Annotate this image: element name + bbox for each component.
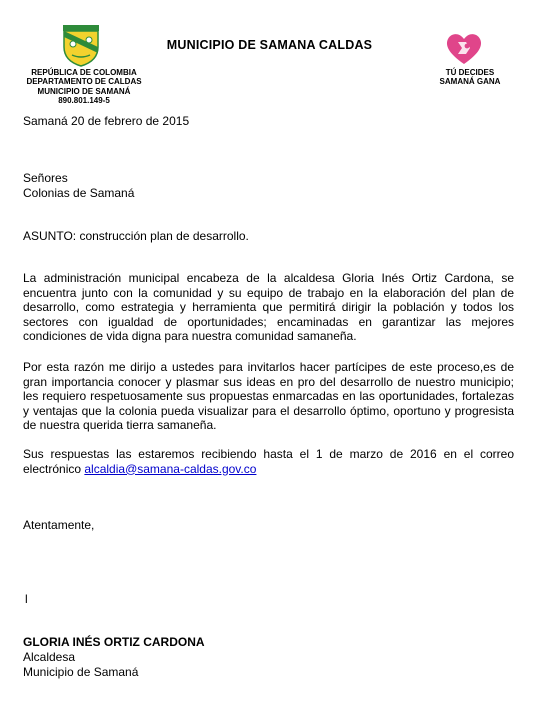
nit-line: 890.801.149-5: [58, 96, 110, 106]
email-link[interactable]: alcaldia@samana-caldas.gov.co: [84, 461, 257, 476]
paragraph-2: Por esta razón me dirijo a ustedes para invitarlos hacer partícipes de este proceso,es de gran importancia conocer y plasmar sus ideas en pro del desarrollo de nuestro municipio; les requiero respetuosamente sus propuestas enmarcadas en las oportunidades, fortalezas y ventajas que la colonia pueda visualizar para el desarrollo óptimo, oportuno y progresista de nuestra querida tierra samaneña.: [23, 360, 514, 432]
signature-mark: l: [25, 592, 28, 606]
header-left-block: [14, 68, 154, 106]
header-title: MUNICIPIO DE SAMANA CALDAS: [166, 38, 373, 52]
closing: Atentamente,: [23, 518, 95, 532]
paragraph-3: [23, 447, 514, 476]
slogan-line-1: TÚ DECIDES: [445, 68, 495, 77]
paragraph-3-text: Sus respuestas las estaremos recibiendo hasta el 1 de marzo de 2016 en el correo electrónico: [23, 447, 514, 476]
letter-subject: ASUNTO: construcción plan de desarrollo.: [23, 229, 249, 243]
signer-name: GLORIA INÉS ORTIZ CARDONA: [23, 635, 205, 649]
country-line: REPÚBLICA DE COLOMBIA: [31, 68, 137, 77]
paragraph-1: La administración municipal encabeza de la alcaldesa Gloria Inés Ortiz Cardona, se encuentra junto con la comunidad y su equipo de trabajo en la elaboración del plan de desarrollo, como estrategia y herramienta que permitirá dirigir la población y todos los sectores con igualdad de oportunidades; encaminadas en garantizar las mejores condiciones de vida digna para nuestra comunidad samaneña.: [23, 271, 514, 343]
signer-organization: Municipio de Samaná: [23, 665, 139, 679]
municipality-line: MUNICIPIO DE SAMANÁ: [37, 86, 131, 96]
slogan-line-2: SAMANÁ GANA: [439, 77, 501, 87]
letter-date: Samaná 20 de febrero de 2015: [23, 114, 190, 128]
header-right-block: [420, 68, 520, 87]
recipient-line-2: Colonias de Samaná: [23, 186, 135, 200]
recipient-line-1: Señores: [23, 171, 68, 185]
signer-title: Alcaldesa: [23, 650, 76, 664]
department-line: DEPARTAMENTO DE CALDAS: [26, 77, 142, 87]
